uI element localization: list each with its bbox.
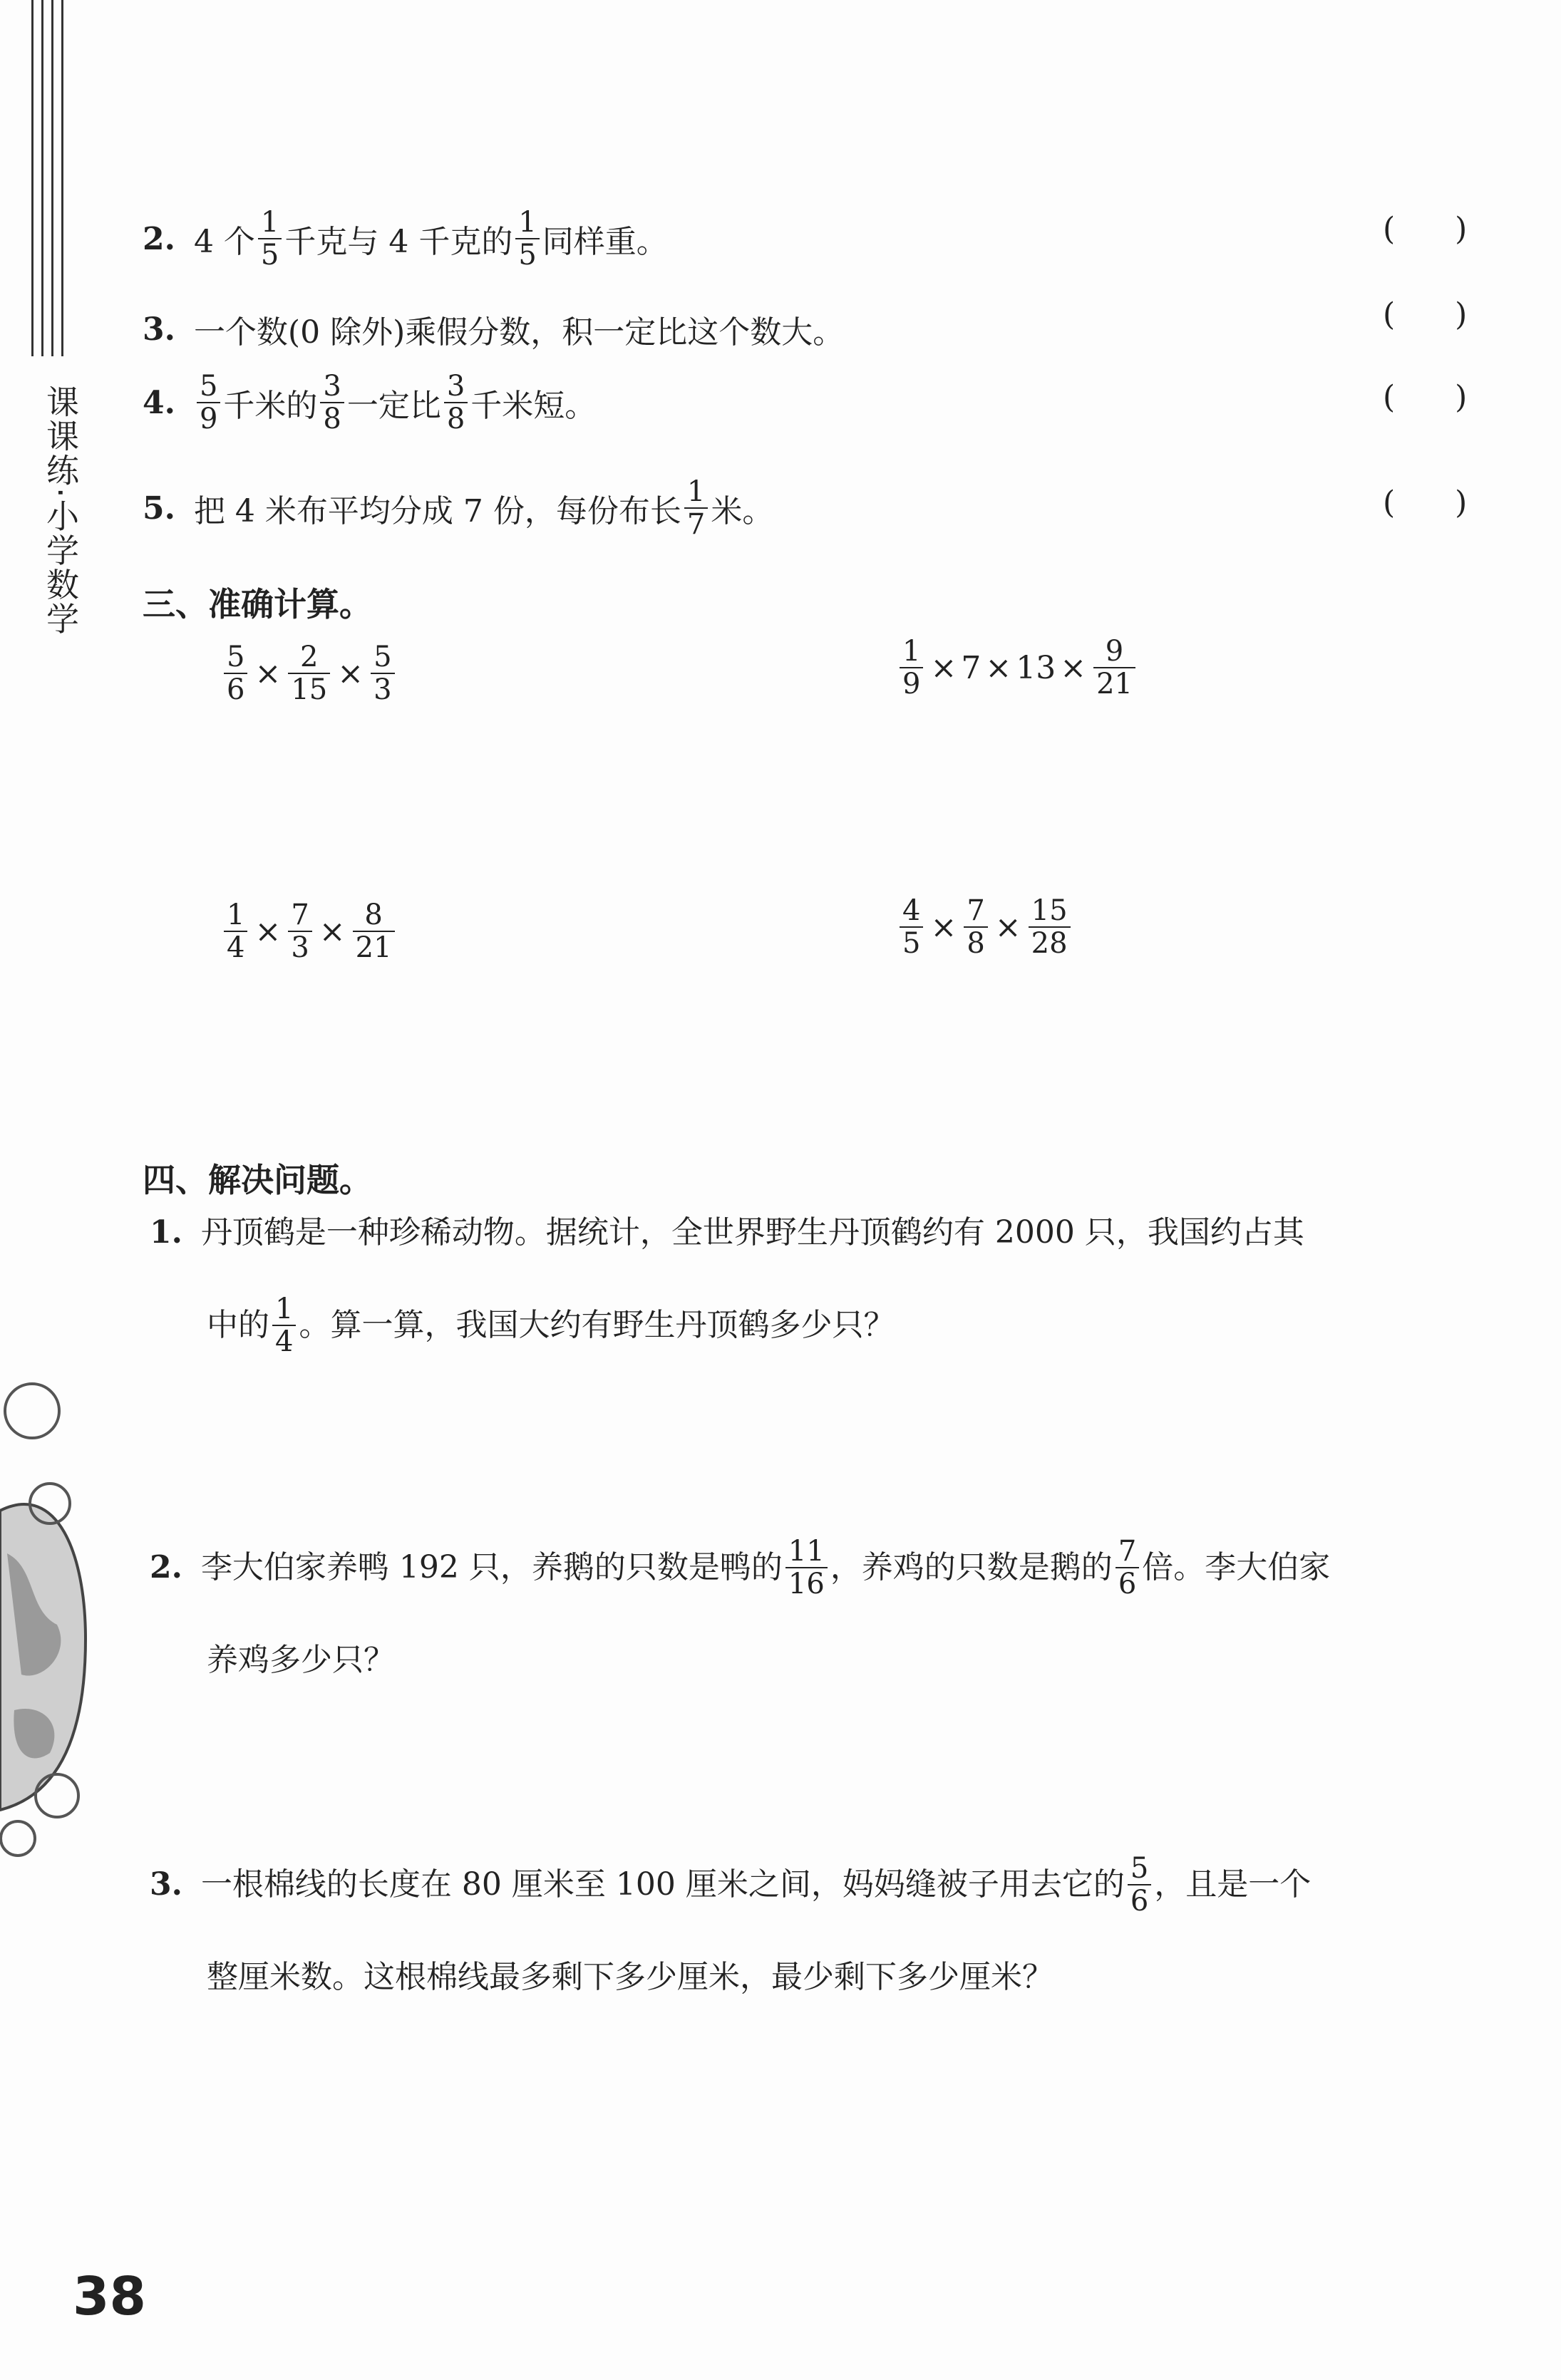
fraction: $\frac{3}{8}$	[444, 371, 468, 435]
problem-text: ，且是一个	[1154, 1866, 1312, 1903]
answer-blank[interactable]: ( )	[1383, 379, 1468, 415]
calc-1	[221, 641, 398, 705]
item-text: 一个数(0 除外)乘假分数，积一定比这个数大。	[193, 314, 845, 351]
fraction: $\frac{1}{5}$	[515, 207, 539, 271]
spine-rule-3	[51, 0, 53, 356]
fraction: $\frac{11}{16}$	[785, 1536, 828, 1600]
times-sign: ×	[985, 649, 1012, 686]
fraction: $\frac{1}{4}$	[272, 1293, 296, 1357]
item-number: 1.	[150, 1214, 182, 1251]
fraction: $\frac{1}{4}$	[224, 899, 247, 963]
fraction: $\frac{4}{5}$	[900, 895, 923, 959]
fraction: $\frac{8}{21}$	[353, 899, 395, 963]
factor: 7	[961, 649, 982, 686]
judge-item-4	[143, 371, 596, 435]
problem-text: 李大伯家养鸭 192 只，养鹅的只数是鸭的	[200, 1549, 783, 1585]
item-text: 同样重。	[542, 224, 668, 260]
spine-rule-1	[31, 0, 34, 356]
fraction: $\frac{3}{8}$	[320, 371, 344, 435]
item-number: 4.	[143, 384, 175, 421]
judge-item-2	[143, 207, 668, 271]
spine-title: 课课练·小学数学	[41, 385, 80, 636]
factor: 13	[1016, 649, 1056, 686]
times-sign: ×	[930, 909, 957, 946]
spine-rule-2	[41, 0, 43, 356]
fraction: $\frac{5}{6}$	[224, 641, 247, 705]
times-sign: ×	[254, 655, 282, 692]
item-text: 千米短。	[470, 388, 597, 424]
spine-rule-4	[61, 0, 63, 356]
answer-blank[interactable]: ( )	[1383, 485, 1468, 521]
times-sign: ×	[254, 913, 282, 950]
times-sign: ×	[994, 909, 1021, 946]
problem-text: 养鸡多少只？	[207, 1642, 395, 1678]
judge-item-3	[143, 306, 844, 352]
problem-text: 一根棉线的长度在 80 厘米至 100 厘米之间，妈妈缝被子用去它的	[200, 1866, 1125, 1903]
problem-text: 整厘米数。这根棉线最多剩下多少厘米，最少剩下多少厘米？	[207, 1959, 1053, 1995]
times-sign: ×	[319, 913, 346, 950]
calc-4	[897, 895, 1073, 959]
judge-item-5	[143, 476, 773, 540]
problem-2	[150, 1521, 1330, 1707]
fraction: $\frac{1}{5}$	[258, 207, 282, 271]
item-number: 2.	[150, 1549, 182, 1585]
fraction: $\frac{7}{3}$	[288, 899, 311, 963]
item-text: 把 4 米布平均分成 7 份，每份布长	[193, 493, 681, 529]
times-sign: ×	[930, 649, 957, 686]
item-text: 一定比	[346, 388, 441, 424]
calc-2	[897, 636, 1138, 700]
problem-text: 倍。李大伯家	[1142, 1549, 1331, 1585]
fraction: $\frac{1}{9}$	[900, 636, 923, 700]
section-title-problems: 四、解决问题。	[143, 1161, 372, 1199]
item-text: 千克与 4 千克的	[284, 224, 513, 260]
fraction: $\frac{9}{21}$	[1093, 636, 1135, 700]
problem-text: ，养鸡的只数是鹅的	[830, 1549, 1113, 1585]
fraction: $\frac{5}{6}$	[1128, 1853, 1151, 1917]
answer-blank[interactable]: ( )	[1383, 296, 1468, 333]
item-number: 5.	[143, 490, 175, 527]
page-number: 38	[73, 2266, 146, 2327]
item-number: 2.	[143, 220, 175, 257]
problem-text: 丹顶鹤是一种珍稀动物。据统计，全世界野生丹顶鹤约有 2000 只，我国约占其	[200, 1214, 1304, 1251]
item-number: 3.	[150, 1866, 182, 1903]
item-text: 千米的	[223, 388, 318, 424]
problem-3	[150, 1838, 1311, 2024]
problem-text: 中的	[207, 1307, 269, 1343]
problem-1	[150, 1186, 1304, 1372]
fraction: $\frac{5}{9}$	[197, 371, 220, 435]
calc-3	[221, 899, 398, 963]
globe-illustration	[0, 1340, 93, 1895]
answer-blank[interactable]: ( )	[1383, 211, 1468, 247]
fraction: $\frac{2}{15}$	[288, 641, 330, 705]
fraction: $\frac{7}{6}$	[1116, 1536, 1139, 1600]
item-text: 米。	[711, 493, 774, 529]
times-sign: ×	[1060, 649, 1087, 686]
item-text: 4 个	[193, 224, 255, 260]
fraction: $\frac{7}{8}$	[964, 895, 987, 959]
problem-text: 。算一算，我国大约有野生丹顶鹤多少只？	[299, 1307, 895, 1343]
item-number: 3.	[143, 311, 175, 348]
fraction: $\frac{15}{28}$	[1029, 895, 1071, 959]
times-sign: ×	[337, 655, 364, 692]
fraction: $\frac{1}{7}$	[684, 476, 708, 540]
section-title-calc: 三、准确计算。	[143, 585, 372, 624]
fraction: $\frac{5}{3}$	[371, 641, 394, 705]
